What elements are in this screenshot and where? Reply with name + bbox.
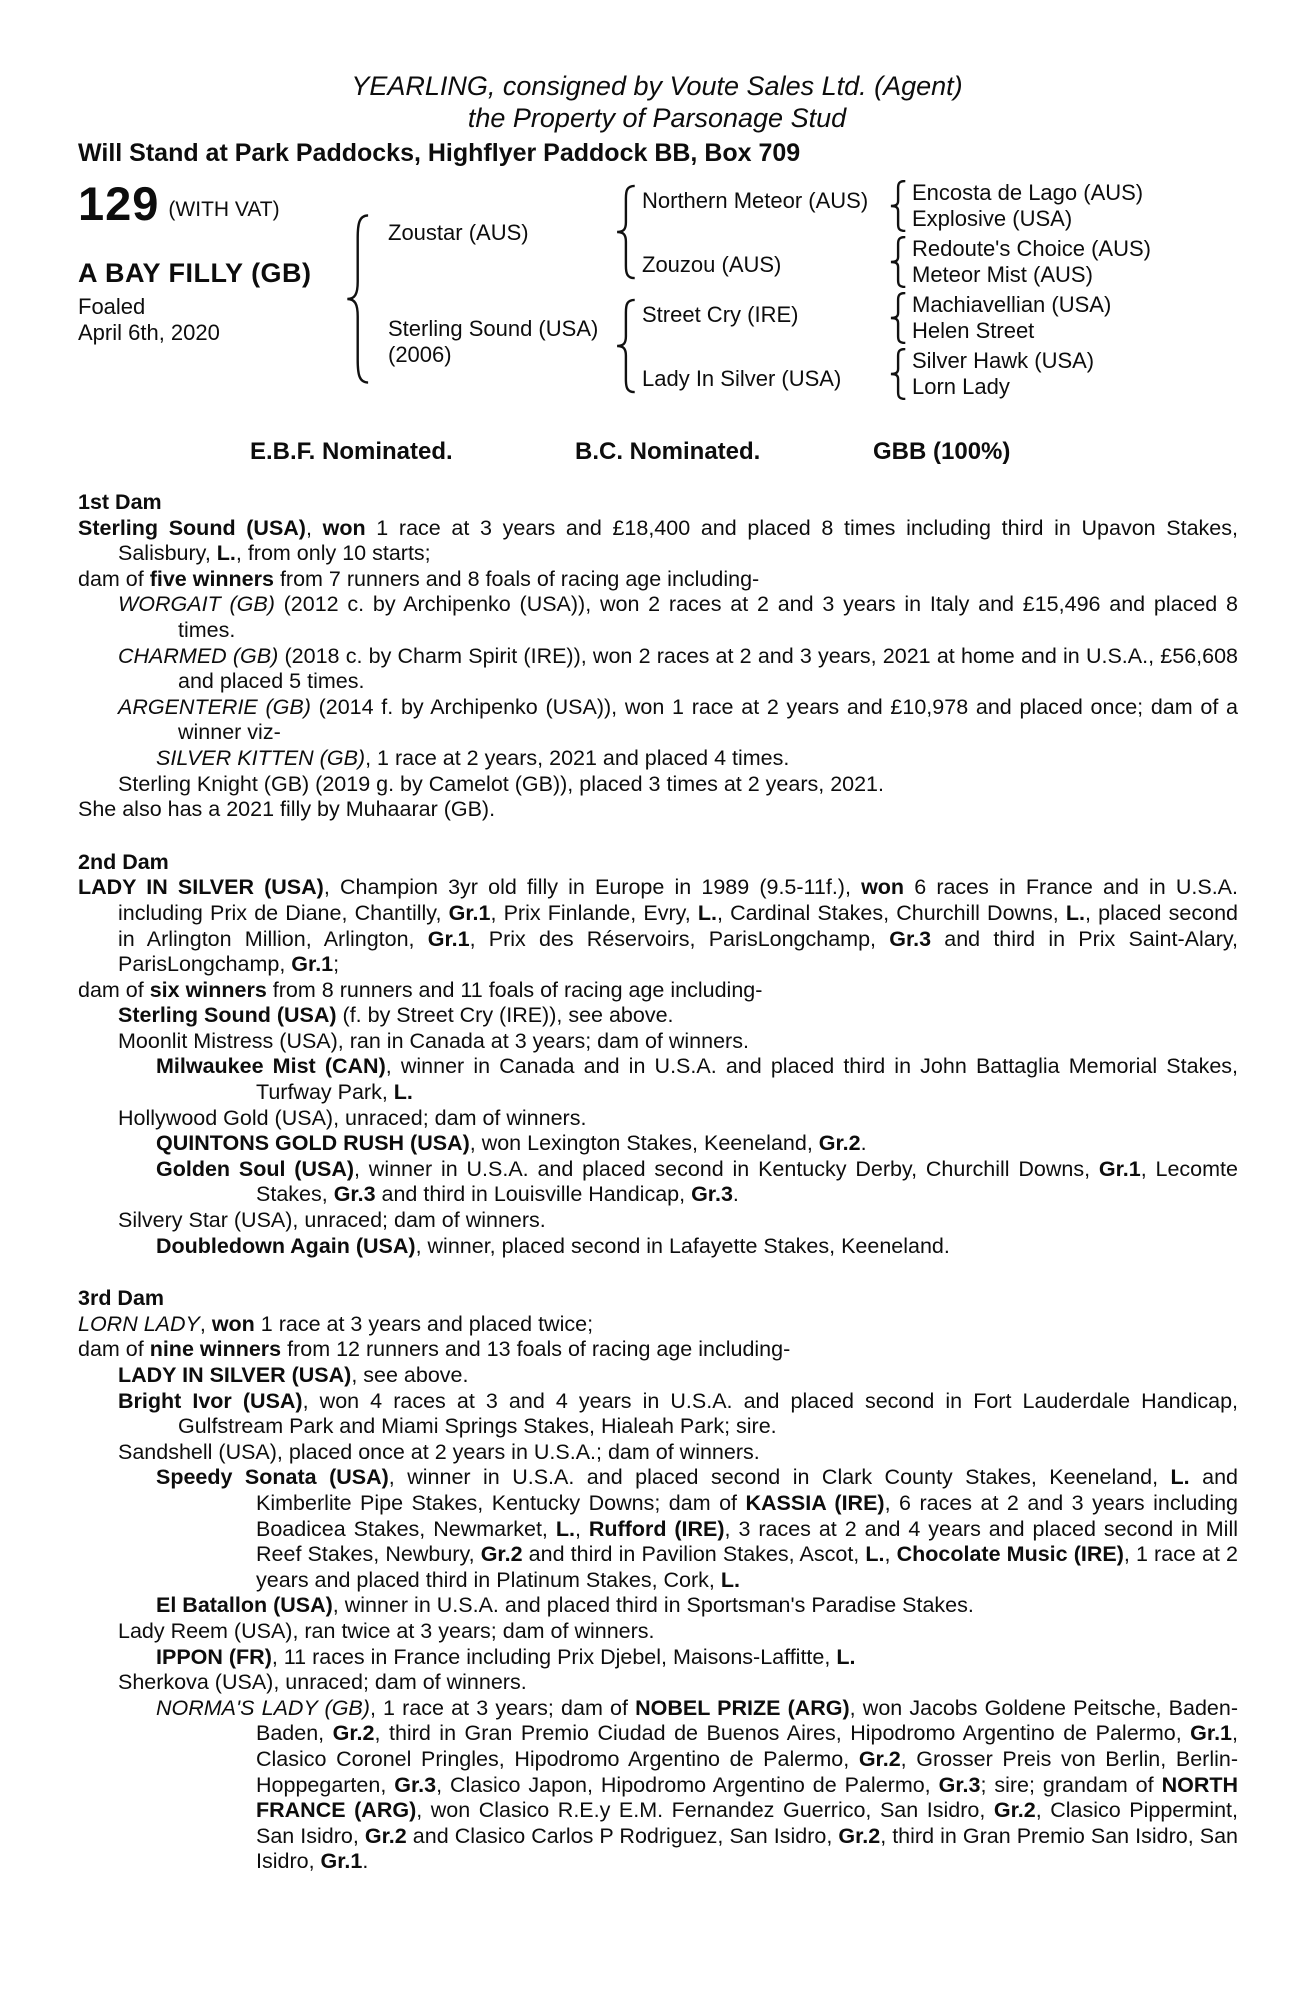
- pedigree-paragraph: SILVER KITTEN (GB), 1 race at 2 years, 2021 and placed 4 times.: [156, 745, 790, 770]
- pedigree-paragraph: Bright Ivor (USA), won 4 races at 3 and 4 years in U.S.A. and placed second in Fort Lauderdale Handicap, Gulfstream Park and Miami Springs Stakes, Hialeah Park; sire.: [118, 1388, 1238, 1439]
- nominations-line: [0, 438, 1314, 470]
- property-line: the Property of Parsonage Stud: [467, 103, 847, 133]
- great-granddam-name: Explosive (USA): [912, 206, 1073, 231]
- great-grandsire-name: Silver Hawk (USA): [912, 348, 1095, 373]
- consignor-line: YEARLING, consigned by Voute Sales Ltd. (Agent): [351, 71, 963, 101]
- pedigree-paragraph: QUINTONS GOLD RUSH (USA), won Lexington Stakes, Keeneland, Gr.2.: [156, 1131, 867, 1156]
- pedigree-paragraph: Lady Reem (USA), ran twice at 3 years; dam of winners.: [118, 1618, 655, 1643]
- pedigree-paragraph: LORN LADY, won 1 race at 3 years and placed twice;: [78, 1311, 594, 1336]
- pedigree-paragraph: Sherkova (USA), unraced; dam of winners.: [118, 1670, 527, 1695]
- foaled-label: Foaled: [78, 294, 146, 319]
- pedigree-paragraph: Sandshell (USA), placed once at 2 years in U.S.A.; dam of winners.: [118, 1439, 760, 1464]
- lot-header: [78, 177, 280, 230]
- pedigree-paragraph: Hollywood Gold (USA), unraced; dam of winners.: [118, 1105, 587, 1130]
- brace-icon: [890, 236, 908, 288]
- pedigree-paragraph: LADY IN SILVER (USA), Champion 3yr old filly in Europe in 1989 (9.5-11f.), won 6 races in France and in U.S.A. including Prix de Diane, Chantilly, Gr.1, Prix Finlande, Evry, L., Cardinal Stakes, Churchill Downs, L., placed second in Arlington Million, Arlington, Gr.1, Prix des Réservoirs, ParisLongchamp, Gr.3 and third in Prix Saint-Alary, ParisLongchamp, Gr.1;: [78, 875, 1238, 977]
- pedigree-paragraph: El Batallon (USA), winner in U.S.A. and placed third in Sportsman's Paradise Stakes.: [156, 1593, 974, 1618]
- brace-icon: [616, 184, 638, 280]
- pedigree-paragraph: ARGENTERIE (GB) (2014 f. by Archipenko (USA)), won 1 race at 2 years and £10,978 and placed once; dam of a winner viz-: [118, 694, 1238, 745]
- pedigree-paragraph: Moonlit Mistress (USA), ran in Canada at 3 years; dam of winners.: [118, 1028, 749, 1053]
- pedigree-paragraph: dam of nine winners from 12 runners and 13 foals of racing age including-: [78, 1337, 791, 1362]
- dam-year: (2006): [388, 342, 452, 367]
- granddam-name: Zouzou (AUS): [642, 252, 782, 277]
- section-heading: 2nd Dam: [78, 849, 169, 874]
- grandsire-name: Northern Meteor (AUS): [642, 188, 869, 213]
- pedigree-paragraph: Doubledown Again (USA), winner, placed second in Lafayette Stakes, Keeneland.: [156, 1233, 950, 1258]
- great-granddam-name: Lorn Lady: [912, 374, 1010, 399]
- page-header: [0, 0, 1314, 168]
- dam-section: [78, 490, 1238, 823]
- pedigree-paragraph: Milwaukee Mist (CAN), winner in Canada and in U.S.A. and placed third in John Battaglia Memorial Stakes, Turfway Park, L.: [156, 1054, 1238, 1105]
- dam-sections: [78, 490, 1238, 1875]
- pedigree-paragraph: Sterling Sound (USA) (f. by Street Cry (IRE)), see above.: [118, 1003, 674, 1028]
- section-heading: 3rd Dam: [78, 1286, 165, 1311]
- brace-icon: [616, 298, 638, 394]
- horse-description: A BAY FILLY (GB): [78, 258, 312, 288]
- pedigree-paragraph: WORGAIT (GB) (2012 c. by Archipenko (USA)), won 2 races at 2 and 3 years in Italy and £15,496 and placed 8 times.: [118, 592, 1238, 642]
- pedigree-paragraph: IPPON (FR), 11 races in France including Prix Djebel, Maisons-Laffitte, L.: [156, 1644, 856, 1669]
- dam-name: Sterling Sound (USA): [388, 316, 599, 341]
- great-granddam-name: Helen Street: [912, 318, 1035, 343]
- lot-number: 129: [78, 177, 160, 230]
- pedigree-paragraph: Golden Soul (USA), winner in U.S.A. and placed second in Kentucky Derby, Churchill Downs, Gr.1, Lecomte Stakes, Gr.3 and third in Louisville Handicap, Gr.3.: [156, 1156, 1238, 1207]
- section-heading: 1st Dam: [78, 490, 162, 514]
- pedigree-paragraph: Sterling Sound (USA), won 1 race at 3 years and £18,400 and placed 8 times including third in Upavon Stakes, Salisbury, L., from only 10 starts;: [78, 515, 1238, 566]
- sire-name: Zoustar (AUS): [388, 220, 529, 245]
- great-granddam-name: Meteor Mist (AUS): [912, 262, 1093, 287]
- stand-location-line: Will Stand at Park Paddocks, Highflyer Paddock BB, Box 709: [78, 139, 801, 167]
- great-grandsire-name: Encosta de Lago (AUS): [912, 180, 1144, 205]
- vat-note: (WITH VAT): [168, 198, 280, 221]
- foaled-date: April 6th, 2020: [78, 320, 220, 345]
- great-grandsire-name: Redoute's Choice (AUS): [912, 236, 1151, 261]
- pedigree-paragraph: NORMA'S LADY (GB), 1 race at 3 years; dam of NOBEL PRIZE (ARG), won Jacobs Goldene Peitsche, Baden-Baden, Gr.2, third in Gran Premio Ciudad de Buenos Aires, Hipodromo Argentino de Palermo, Gr.1, Clasico Coronel Pringles, Hipodromo Argentino de Palermo, Gr.2, Grosser Preis von Berlin, Berlin-Hoppegarten, Gr.3, Clasico Japon, Hipodromo Argentino de Palermo, Gr.3; sire; grandam of NORTH FRANCE (ARG), won Clasico R.E.y E.M. Fernandez Guerrico, San Isidro, Gr.2, Clasico Pippermint, San Isidro, Gr.2 and Clasico Carlos P Rodriguez, San Isidro, Gr.2, third in Gran Premio San Isidro, San Isidro, Gr.1.: [156, 1695, 1239, 1874]
- granddam-name: Lady In Silver (USA): [642, 366, 842, 391]
- dam-section: [78, 850, 1238, 1260]
- dam-section: [78, 1286, 1238, 1875]
- gbb-badge: GBB (100%): [873, 438, 1011, 465]
- pedigree-paragraph: Silvery Star (USA), unraced; dam of winners.: [118, 1208, 546, 1233]
- brace-icon: [890, 292, 908, 344]
- pedigree-table: [0, 168, 1314, 424]
- brace-icon: [890, 348, 908, 400]
- pedigree-paragraph: CHARMED (GB) (2018 c. by Charm Spirit (IRE)), won 2 races at 2 and 3 years, 2021 at home and in U.S.A., £56,608 and placed 5 times.: [118, 643, 1238, 694]
- brace-icon: [346, 212, 372, 386]
- pedigree-paragraph: Sterling Knight (GB) (2019 g. by Camelot (GB)), placed 3 times at 2 years, 2021.: [118, 771, 884, 796]
- bc-nomination: B.C. Nominated.: [575, 438, 761, 465]
- pedigree-paragraph: dam of six winners from 8 runners and 11 foals of racing age including-: [78, 977, 763, 1002]
- pedigree-paragraph: dam of five winners from 7 runners and 8 foals of racing age including-: [78, 566, 760, 591]
- grandsire-name: Street Cry (IRE): [642, 302, 799, 327]
- great-grandsire-name: Machiavellian (USA): [912, 292, 1112, 317]
- brace-icon: [890, 180, 908, 232]
- pedigree-paragraph: She also has a 2021 filly by Muhaarar (GB).: [78, 797, 496, 822]
- ebf-nomination: E.B.F. Nominated.: [250, 438, 453, 465]
- pedigree-paragraph: LADY IN SILVER (USA), see above.: [118, 1363, 469, 1387]
- pedigree-paragraph: Speedy Sonata (USA), winner in U.S.A. and placed second in Clark County Stakes, Keeneland, L. and Kimberlite Pipe Stakes, Kentucky Downs; dam of KASSIA (IRE), 6 races at 2 and 3 years including Boadicea Stakes, Newmarket, L., Rufford (IRE), 3 races at 2 and 4 years and placed second in Mill Reef Stakes, Newbury, Gr.2 and third in Pavilion Stakes, Ascot, L., Chocolate Music (IRE), 1 race at 2 years and placed third in Platinum Stakes, Cork, L.: [156, 1465, 1239, 1592]
